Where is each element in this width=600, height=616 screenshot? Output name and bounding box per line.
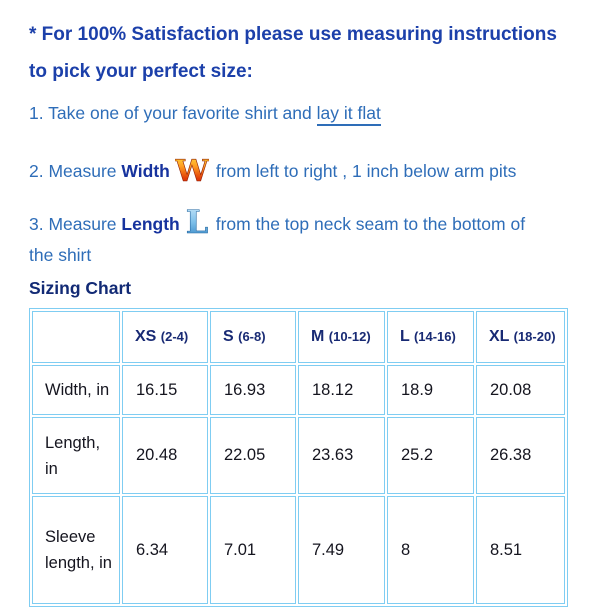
size-range: (6-8) xyxy=(238,329,266,344)
instruction-step-1 xyxy=(29,100,582,126)
width-m-value: 18.12 xyxy=(298,365,385,415)
width-xs-value: 16.15 xyxy=(122,365,208,415)
length-xs-value: 20.48 xyxy=(122,417,208,494)
satisfaction-note-line1: * For 100% Satisfaction please use measuring instructions xyxy=(29,24,557,45)
sleeve-m-value: 7.49 xyxy=(298,496,385,604)
size-label: XS xyxy=(135,328,157,345)
step3-text: 3. Measure xyxy=(29,214,122,234)
row-label-length: Length, in xyxy=(32,417,120,494)
width-xl-value: 20.08 xyxy=(476,365,565,415)
sleeve-s-value: 7.01 xyxy=(210,496,296,604)
sizing-chart-title: Sizing Chart xyxy=(29,278,132,298)
satisfaction-note-line2: to pick your perfect size: xyxy=(29,61,253,82)
length-xl-value: 26.38 xyxy=(476,417,565,494)
step2-text: 2. Measure xyxy=(29,161,122,181)
table-header-row xyxy=(32,311,565,363)
corner-cell xyxy=(32,311,120,363)
size-label: L xyxy=(400,328,410,345)
length-l-value: 25.2 xyxy=(387,417,474,494)
step2-text-suffix: from left to right , 1 inch below arm pits xyxy=(215,161,517,181)
size-header-m xyxy=(298,311,385,363)
table-row-length xyxy=(32,417,565,494)
length-s-value: 22.05 xyxy=(210,417,296,494)
instruction-step-2 xyxy=(29,148,582,188)
width-l-value: 18.9 xyxy=(387,365,474,415)
size-range: (2-4) xyxy=(160,329,189,344)
size-label: XL xyxy=(489,328,510,345)
sleeve-xs-value: 6.34 xyxy=(122,496,208,604)
width-term: Width xyxy=(121,161,170,181)
table-row-width xyxy=(32,365,565,415)
row-label-sleeve-length: Sleeve length, in xyxy=(32,496,120,604)
width-letter-glyph: W xyxy=(174,154,209,188)
size-label: M xyxy=(311,328,325,345)
size-range: (14-16) xyxy=(413,329,456,344)
length-m-value: 23.63 xyxy=(298,417,385,494)
sleeve-xl-value: 8.51 xyxy=(476,496,565,604)
row-label-width: Width, in xyxy=(32,365,120,415)
sleeve-l-value: 8 xyxy=(387,496,474,604)
size-range: (10-12) xyxy=(328,329,371,344)
length-term: Length xyxy=(121,214,180,234)
length-letter-glyph: L xyxy=(185,203,208,240)
size-header-xs xyxy=(122,311,208,363)
lay-it-flat-underlined-text: lay it flat xyxy=(317,103,381,126)
step3-text-suffix-line2: the shirt xyxy=(29,245,92,265)
step3-text-suffix-line1: from the top neck seam to the bottom of xyxy=(215,214,526,234)
instruction-step-3 xyxy=(29,200,582,270)
width-letter-icon xyxy=(175,148,209,188)
sizing-chart-table xyxy=(29,308,568,607)
table-row-sleeve-length xyxy=(32,496,565,604)
size-header-s xyxy=(210,311,296,363)
size-range: (18-20) xyxy=(513,329,556,344)
step1-text: 1. Take one of your favorite shirt and xyxy=(29,103,317,123)
size-header-xl xyxy=(476,311,565,363)
length-letter-icon xyxy=(185,200,209,240)
satisfaction-note xyxy=(29,16,582,90)
measuring-instructions-page xyxy=(0,16,600,607)
width-s-value: 16.93 xyxy=(210,365,296,415)
size-label: S xyxy=(223,328,234,345)
size-header-l xyxy=(387,311,474,363)
